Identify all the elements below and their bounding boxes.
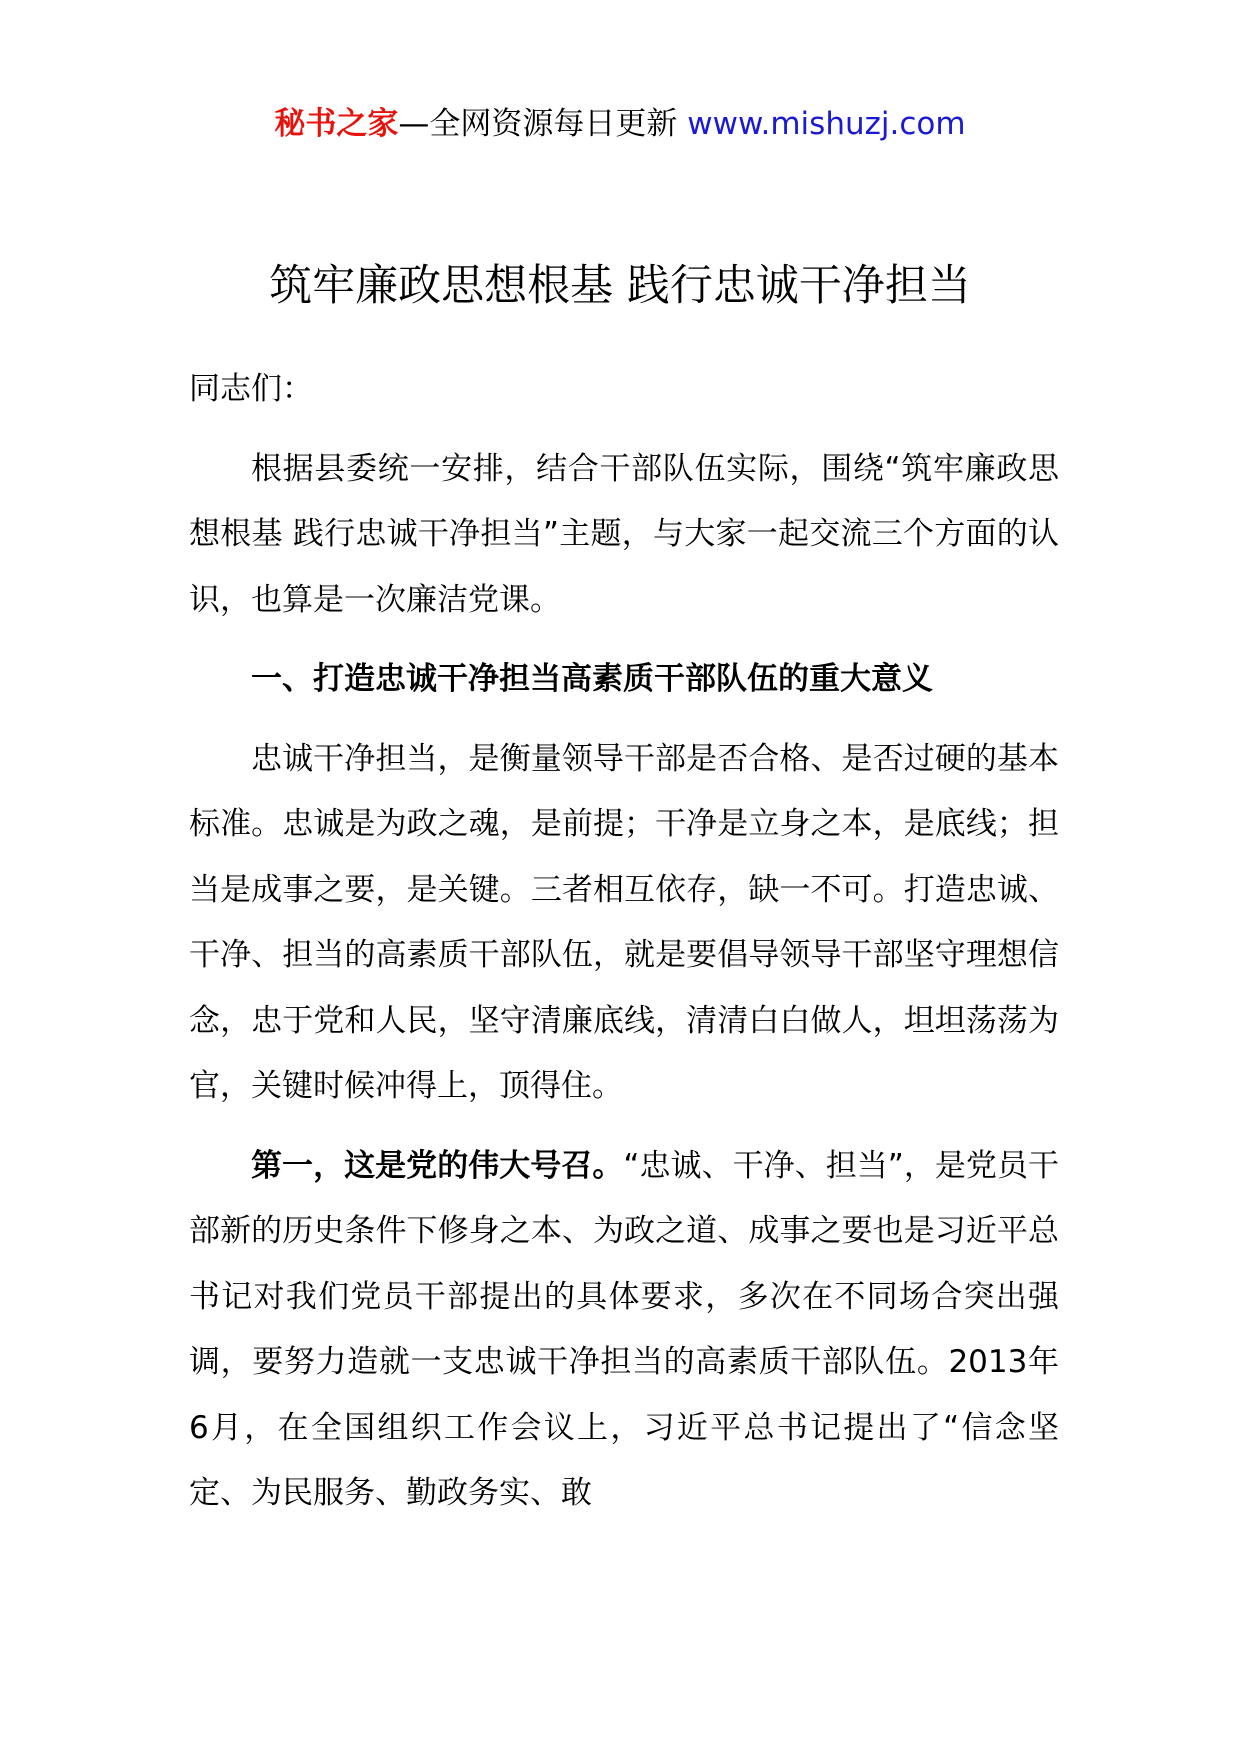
- point-lead: 第一，这是党的伟大号召。: [251, 1147, 624, 1184]
- brand-name: 秘书之家: [274, 106, 399, 142]
- intro-paragraph: 根据县委统一安排，结合干部队伍实际，围绕“筑牢廉政思想根基 践行忠诚干净担当”主题，与大家一起交流三个方面的认识，也算是一次廉洁党课。: [189, 450, 1059, 618]
- header-tagline: —全网资源每日更新: [398, 106, 688, 142]
- section-heading: 一、打造忠诚干净担当高素质干部队伍的重大意义: [251, 661, 933, 697]
- salutation: 同志们：: [189, 371, 313, 407]
- page-header: [0, 100, 1240, 148]
- body-paragraph-first-point: [189, 1134, 1059, 1527]
- document-body: [189, 357, 1059, 1541]
- document-title: 筑牢廉政思想根基 践行忠诚干净担当: [269, 261, 971, 311]
- point-body: “忠诚、干净、担当”，是党员干部新的历史条件下修身之本、为政之道、成事之要也是习近平总书记对我们党员干部提出的具体要求，多次在不同场合突出强调，要努力造就一支忠诚干净担当的高素质干部队伍。2013年6月，在全国组织工作会议上，习近平总书记提出了“信念坚定、为民服务、勤政务实、敢: [189, 1147, 1059, 1511]
- site-url-link[interactable]: www.mishuzj.com: [687, 106, 966, 142]
- body-paragraph: 忠诚干净担当，是衡量领导干部是否合格、是否过硬的基本标准。忠诚是为政之魂，是前提；干净是立身之本，是底线；担当是成事之要，是关键。三者相互依存，缺一不可。打造忠诚、干净、担当的高素质干部队伍，就是要倡导领导干部坚守理想信念，忠于党和人民，坚守清廉底线，清清白白做人，坦坦荡荡为官，关键时候冲得上，顶得住。: [189, 740, 1059, 1104]
